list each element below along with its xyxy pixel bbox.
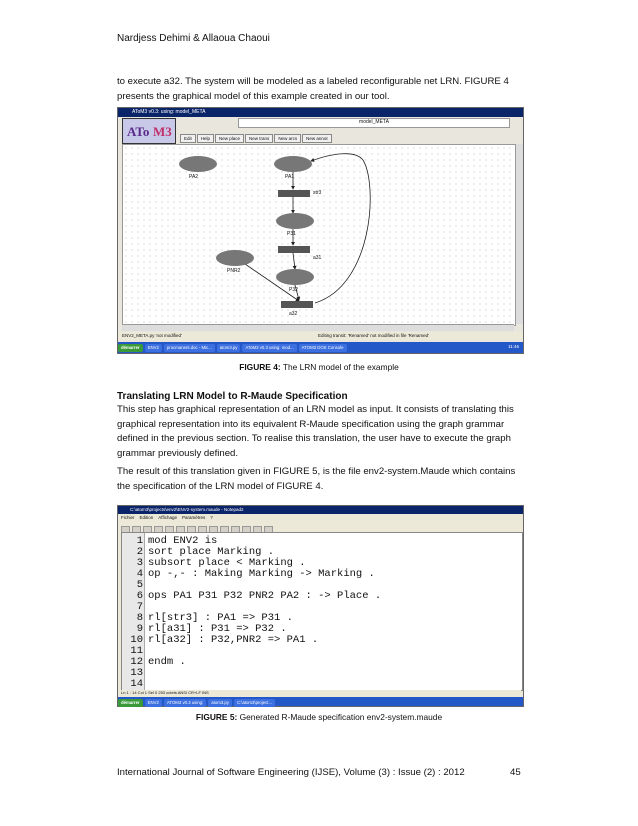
line-number: 5	[136, 579, 143, 591]
taskbar-item[interactable]: atom3.py	[208, 699, 232, 707]
taskbar-item[interactable]: ENV2	[145, 699, 162, 707]
svg-text:M3: M3	[153, 124, 172, 139]
figure-5-screenshot	[117, 505, 524, 707]
section-heading: Translating LRN Model to R-Maude Specification	[117, 391, 348, 402]
taskbar-item[interactable]: ENV2	[145, 344, 162, 352]
transition-label: a31	[313, 255, 322, 261]
toolbar	[121, 522, 361, 530]
place-pnr2	[216, 250, 254, 266]
transition-str3	[278, 190, 310, 197]
taskbar-item[interactable]: procmanent.doc - Mic...	[164, 344, 215, 352]
line-number: 11	[130, 645, 143, 657]
code-editor[interactable]	[121, 532, 523, 691]
caption-text: The LRN model of the example	[280, 362, 399, 372]
transition-label: str3	[313, 190, 322, 196]
place-label: PA1	[285, 174, 295, 180]
horizontal-scrollbar[interactable]	[122, 324, 514, 331]
status-bar	[118, 332, 523, 340]
code-line: endm .	[148, 656, 186, 668]
edit-button[interactable]: Edit	[180, 134, 196, 143]
place-pa1	[274, 156, 312, 172]
code-line: mod ENV2 is	[148, 535, 218, 547]
lrn-graph	[123, 145, 515, 325]
code-line: sort place Marking .	[148, 546, 275, 558]
taskbar	[118, 342, 523, 353]
atom3-logo	[122, 118, 176, 144]
transition-a32	[281, 301, 313, 308]
code-line: rl[a32] : P32,PNR2 => PA1 .	[148, 634, 319, 646]
help-button[interactable]: Help	[197, 134, 214, 143]
line-number: 13	[130, 667, 143, 679]
model-label: model_META	[238, 118, 510, 128]
taskbar-item[interactable]: ATOM3 v0.3 using:	[164, 699, 206, 707]
new-place-button[interactable]: New place	[215, 134, 244, 143]
line-number: 3	[136, 557, 143, 569]
menu-item[interactable]: Fichier	[121, 515, 135, 520]
line-number: 9	[136, 623, 143, 635]
code-line: rl[str3] : PA1 => P31 .	[148, 612, 293, 624]
line-number: 8	[136, 612, 143, 624]
taskbar-item[interactable]: AToM3 v0.3 using: mod...	[242, 344, 296, 352]
paragraph-line: This step has graphical representation of an LRN model as input. It consists of translating this	[117, 404, 514, 415]
start-button[interactable]: démarrer	[118, 344, 143, 352]
toolbar	[180, 127, 333, 145]
new-annot-button[interactable]: New annot	[302, 134, 332, 143]
place-label: P32	[289, 287, 298, 293]
caption-text: Generated R-Maude specification env2-system.maude	[237, 712, 443, 722]
intro-line: presents the graphical model of this example created in our tool.	[117, 90, 390, 102]
place-label: PA2	[189, 174, 199, 180]
line-number: 6	[136, 590, 143, 602]
paragraph-line: grammar previously defined.	[117, 447, 239, 459]
line-number: 1	[136, 535, 143, 547]
running-header: Nardjess Dehimi & Allaoua Chaoui	[117, 33, 270, 44]
line-number: 14	[130, 678, 143, 690]
new-trans-button[interactable]: New trans	[245, 134, 273, 143]
intro-paragraph	[117, 75, 522, 104]
clock: 11:46	[508, 344, 519, 349]
line-number: 10	[130, 634, 143, 646]
transition-label: a32	[289, 311, 298, 317]
menu-bar	[121, 515, 218, 520]
place-p32	[276, 269, 314, 285]
menu-item[interactable]: Affichage	[158, 515, 177, 520]
taskbar-item[interactable]: atom3.py	[217, 344, 241, 352]
menu-item[interactable]: Edition	[139, 515, 154, 520]
status-right: Editing transit: 'Renamed' not modified in file 'Renamed'	[318, 333, 429, 338]
section-paragraph-1	[117, 403, 522, 461]
line-number: 4	[136, 568, 143, 580]
line-number: 2	[136, 546, 143, 558]
model-canvas[interactable]	[122, 144, 516, 326]
place-pa2	[179, 156, 217, 172]
code-line: ops PA1 P31 P32 PNR2 PA2 : -> Place .	[148, 590, 382, 602]
start-button[interactable]: démarrer	[118, 699, 143, 707]
place-label: PNR2	[227, 268, 241, 274]
window-title: AToM3 v0.3: using: model_META	[118, 108, 523, 117]
menu-item[interactable]: ?	[210, 515, 213, 520]
taskbar-item[interactable]: ATOM3 DOS Console	[299, 344, 347, 352]
line-number: 12	[130, 656, 143, 668]
paragraph-line: the specification of the LRN model of FIGURE 4.	[117, 480, 324, 492]
status-bar: Ln 1 : 14 Col 1 Sel 0 253 octets ANSI CR+LF INS	[121, 690, 521, 696]
paragraph-line: defined in the previous section. To realise this translation, the user have to execute the graph	[117, 433, 511, 445]
line-number: 7	[136, 601, 143, 613]
svg-text:ATo: ATo	[127, 124, 150, 139]
menu-item[interactable]: Paramètres	[181, 515, 206, 520]
caption-label: FIGURE 4:	[239, 362, 281, 372]
caption-label: FIGURE 5:	[195, 712, 238, 722]
figure-4-screenshot	[117, 107, 524, 354]
paragraph-line: graphical representation into its equivalent R-Maude specification using the graph grammar	[117, 418, 505, 430]
vertical-scrollbar[interactable]	[515, 144, 523, 324]
status-left: ENV2_META.py 'not modified'	[122, 333, 182, 338]
page-number: 45	[510, 767, 521, 778]
place-label: P31	[287, 231, 296, 237]
taskbar-item[interactable]: C:\atom3\project...	[234, 699, 275, 707]
window-title: C:\atom3\projects\env2\ENV2-system.maude - Notepad2	[118, 506, 523, 514]
transition-a31	[278, 246, 310, 253]
new-arcs-button[interactable]: New arcs	[274, 134, 301, 143]
figure-4-caption	[0, 362, 638, 372]
section-paragraph-2	[117, 465, 522, 494]
paragraph-line: The result of this translation given in FIGURE 5, is the file env2-system.Maude which contains	[117, 466, 516, 477]
taskbar	[118, 697, 523, 706]
intro-line: to execute a32. The system will be modeled as a labeled reconfigurable net LRN. FIGURE 4	[117, 76, 509, 87]
figure-5-caption	[0, 712, 638, 722]
place-p31	[276, 213, 314, 229]
code-line: rl[a31] : P31 => P32 .	[148, 623, 287, 635]
journal-footer: International Journal of Software Engineering (IJSE), Volume (3) : Issue (2) : 2012	[117, 767, 465, 778]
code-line: subsort place < Marking .	[148, 557, 306, 569]
code-line: op -,- : Making Marking -> Marking .	[148, 568, 375, 580]
